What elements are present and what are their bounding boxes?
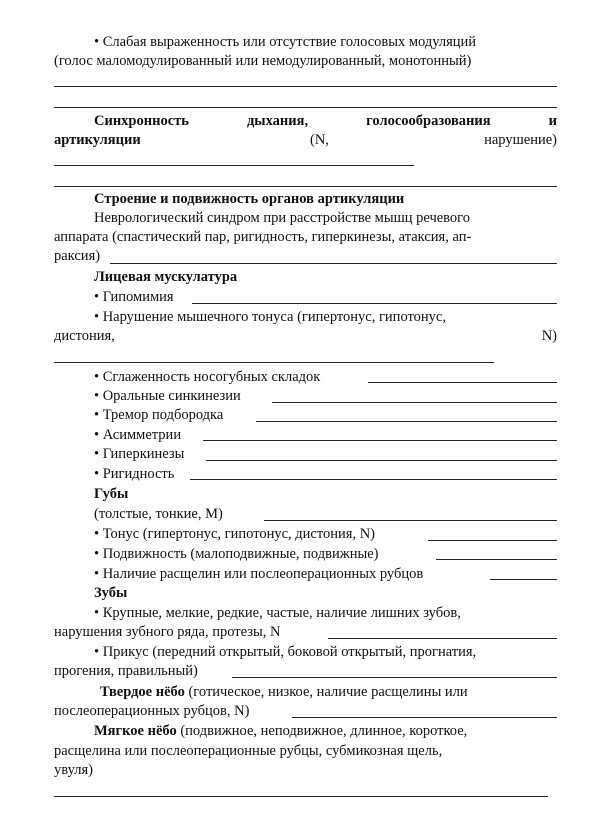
and-word: и (548, 113, 557, 129)
subsection-facial-muscles: Лицевая мускулатура (94, 269, 238, 285)
answer-line[interactable] (54, 186, 557, 187)
phonation-word: голосообразования (366, 113, 491, 129)
item-hard-palate-cont: послеоперационных рубцов, N) (54, 703, 250, 719)
item-oral-synkinesis: • Оральные синкинезии (94, 388, 241, 404)
item-bite-cont: прогения, правильный) (54, 663, 198, 679)
item-teeth-size-cont: нарушения зубного ряда, протезы, N (54, 624, 281, 640)
answer-line[interactable] (264, 520, 557, 521)
item-hyperkinesis: • Гиперкинезы (94, 446, 185, 462)
dystonia-word: дистония, (54, 328, 115, 344)
synchrony-word: Синхронность (94, 113, 189, 129)
item-rigidity: • Ригидность (94, 466, 175, 482)
n-option: (N, (310, 132, 329, 148)
item-chin-tremor: • Тремор подбородка (94, 407, 224, 423)
item-soft-palate-end: увуля) (54, 762, 93, 778)
answer-line[interactable] (272, 402, 557, 403)
answer-line[interactable] (54, 362, 494, 363)
item-teeth-size: • Крупные, мелкие, редкие, частые, наличие лишних зубов, (94, 605, 461, 621)
item-soft-palate-cont: расщелина или послеоперационные рубцы, субмикозная щель, (54, 743, 443, 759)
item-lips-clefts: • Наличие расщелин или послеоперационных рубцов (94, 566, 424, 582)
n-option: N) (541, 328, 557, 344)
item-soft-palate (94, 722, 467, 740)
answer-line[interactable] (428, 540, 557, 541)
item-muscle-tone-cont (54, 327, 557, 345)
answer-line[interactable] (54, 86, 557, 87)
answer-line[interactable] (292, 717, 557, 718)
item-asymmetry: • Асимметрии (94, 427, 182, 443)
neuro-syndrome-text-cont: аппарата (спастический пар, ригидность, гиперкинезы, атаксия, ап- (54, 229, 472, 245)
item-hypomimia: • Гипомимия (94, 289, 174, 305)
disorder-option: нарушение) (484, 132, 557, 148)
item-lips-tone: • Тонус (гипертонус, гипотонус, дистония, N) (94, 526, 375, 542)
answer-line[interactable] (54, 165, 414, 166)
breathing-word: дыхания, (246, 113, 309, 129)
answer-line[interactable] (328, 638, 557, 639)
answer-line[interactable] (368, 382, 557, 383)
answer-line[interactable] (203, 440, 557, 441)
neuro-syndrome-text-end: раксия) (54, 248, 101, 264)
answer-line[interactable] (436, 559, 557, 560)
section-title-articulation: Строение и подвижность органов артикуляции (94, 191, 405, 207)
item-voice-modulation: • Слабая выраженность или отсутствие голосовых модуляций (94, 34, 477, 50)
synchrony-heading-cont (54, 131, 557, 149)
answer-line[interactable] (54, 107, 557, 108)
answer-line[interactable] (206, 460, 557, 461)
item-lips-shape: (толстые, тонкие, М) (94, 506, 223, 522)
item-nasolabial: • Сглаженность носогубных складок (94, 369, 321, 385)
subsection-lips: Губы (94, 486, 129, 502)
subsection-teeth: Зубы (94, 585, 128, 601)
articulation-word: артикуляции (54, 132, 141, 148)
answer-line[interactable] (110, 263, 557, 264)
answer-line[interactable] (190, 479, 557, 480)
item-lips-mobility: • Подвижность (малоподвижные, подвижные) (94, 546, 379, 562)
hard-palate-title: Твердое нёбо (100, 684, 185, 700)
answer-line[interactable] (490, 579, 557, 580)
answer-line[interactable] (54, 796, 548, 797)
synchrony-heading (94, 112, 557, 130)
answer-line[interactable] (192, 303, 557, 304)
answer-line[interactable] (232, 677, 557, 678)
item-bite: • Прикус (передний открытый, боковой открытый, прогнатия, (94, 644, 477, 660)
soft-palate-title: Мягкое нёбо (94, 723, 177, 739)
item-hard-palate (100, 683, 468, 701)
answer-line[interactable] (256, 421, 557, 422)
item-muscle-tone: • Нарушение мышечного тонуса (гипертонус, гипотонус, (94, 309, 446, 325)
hard-palate-options: (готическое, низкое, наличие расщелины или (184, 684, 468, 700)
item-voice-modulation-cont: (голос маломодулированный или немодулированный, монотонный) (54, 53, 472, 69)
soft-palate-options: (подвижное, неподвижное, длинное, короткое, (176, 723, 468, 739)
neuro-syndrome-text: Неврологический синдром при расстройстве мышц речевого (94, 210, 471, 226)
